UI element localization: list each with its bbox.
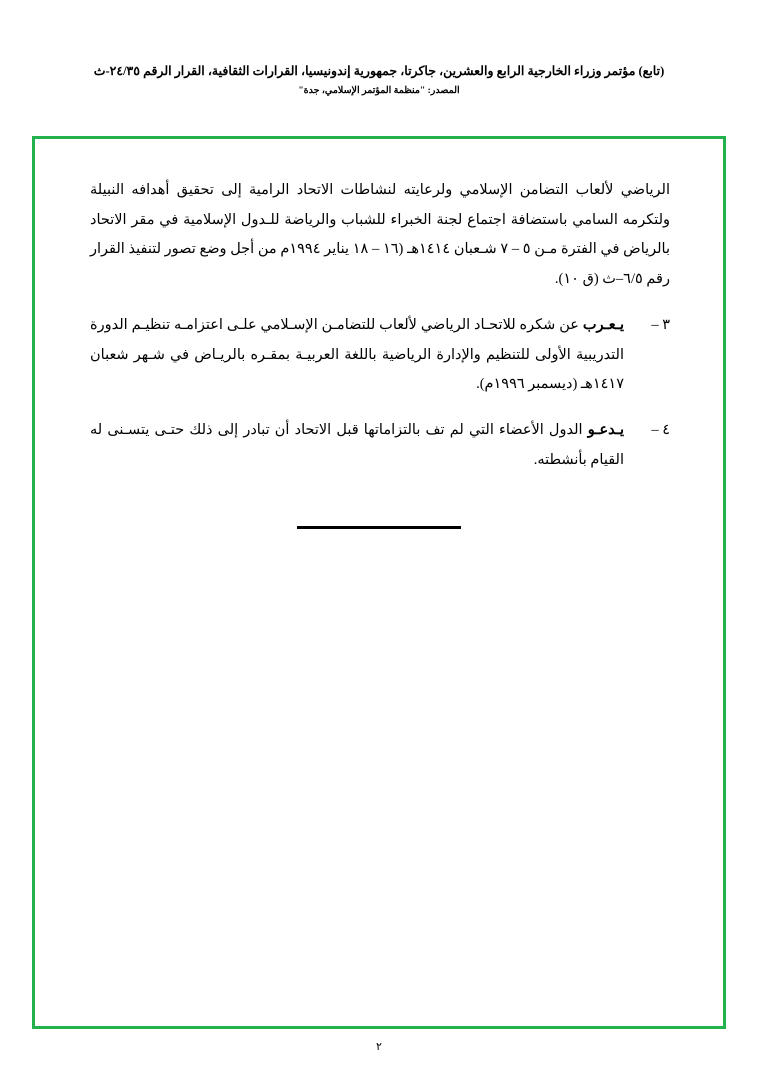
document-body [90, 176, 670, 491]
list-item [90, 416, 670, 475]
list-item-number: ٣ – [651, 316, 670, 333]
list-item-text: الدول الأعضاء التي لم تف بالتزاماتها قبل الاتحاد أن تبادر إلى ذلك حتـى يتسـنى له القيام بأنشطته. [90, 422, 624, 468]
list-item-body [90, 416, 624, 475]
list-item-text: عن شكره للاتحـاد الرياضي لألعاب للتضامـن الإسـلامي علـى اعتزامـه تنظيـم الدورة التدريبية الأولى للتنظيم والإدارة الرياضية باللغة العربيـة بمقـره بالريـاض في شـهر شعبان ١٤١٧هـ (ديسمبر ١٩٩٦م). [90, 316, 624, 393]
header-title-line: (تابع) مؤتمر وزراء الخارجية الرابع والعشرين، جاكرتا، جمهورية إندونيسيا، القرارات الثقافية، القرار الرقم ٢٤/٣٥-ث [93, 64, 665, 78]
header-source-line: المصدر: "منظمة المؤتمر الإسلامي، جدة" [298, 85, 460, 96]
page-footer [0, 1040, 758, 1053]
list-item-body [90, 311, 624, 400]
intro-paragraph: الرياضي لألعاب التضامن الإسلامي ولرعايته لنشاطات الاتحاد الرامية إلى تحقيق أهدافه النبيلة ولتكرمه السامي باستضافة اجتماع لجنة الخبراء للشباب والرياضة للـدول الإسلامية في مقر الاتحاد بالرياض في الفترة مـن ٥ – ٧ شـعبان ١٤١٤هـ (١٦ – ١٨ يناير ١٩٩٤م من أجل وضع تصور لتنفيذ القرار رقم ٦/٥–ث (ق ١٠). [90, 182, 671, 288]
page-number: ٢ [376, 1041, 382, 1053]
page-header [0, 62, 758, 96]
horizontal-rule [297, 526, 461, 530]
list-item-number: ٤ – [651, 422, 670, 439]
list-item-keyword: يـعـرب [582, 316, 625, 333]
section-divider [0, 516, 758, 534]
list-item-keyword: يـدعـو [587, 422, 624, 439]
list-item [90, 311, 670, 400]
